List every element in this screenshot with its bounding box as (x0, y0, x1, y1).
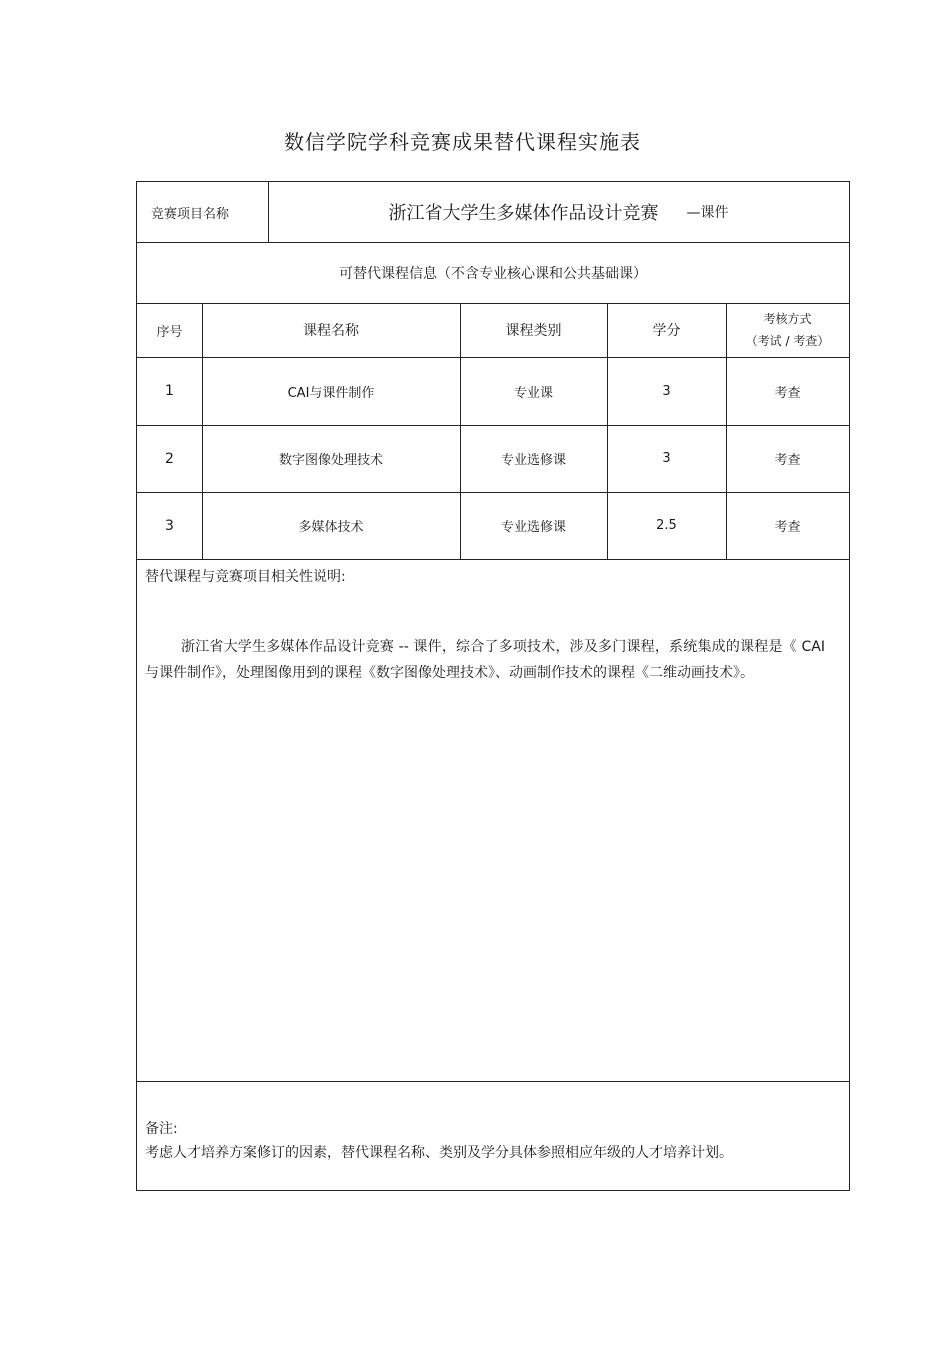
row-divider (137, 559, 849, 560)
row-course-category: 专业课 (513, 385, 553, 401)
notes-label: 备注: (145, 1121, 178, 1137)
replacement-section-title: 可替代课程信息（不含专业核心课和公共基础课） (339, 265, 647, 282)
row-course-name: 多媒体技术 (298, 520, 364, 535)
row-assessment: 考查 (774, 385, 801, 401)
row-assessment: 考查 (774, 453, 801, 468)
competition-name: 浙江省大学生多媒体作品设计竞赛 (388, 203, 659, 224)
header-credits: 学分 (652, 323, 681, 339)
competition-label: 竞赛项目名称 (151, 206, 230, 222)
row-divider (137, 1081, 849, 1082)
header-assessment-line2: （考试 / 考查） (745, 334, 830, 348)
row-course-category: 专业选修课 (500, 453, 566, 468)
header-course-category: 课程类别 (505, 323, 562, 339)
notes-text: 考虑人才培养方案修订的因素，替代课程名称、类别及学分具体参照相应年级的人才培养计划。 (145, 1145, 733, 1161)
row-credits: 2.5 (656, 518, 677, 533)
header-assessment (726, 303, 849, 357)
substitution-form-table (136, 181, 850, 1191)
row-course-name: 数字图像处理技术 (278, 453, 383, 468)
row-credits: 3 (662, 383, 671, 399)
row-course-category: 专业选修课 (500, 520, 566, 535)
relevance-body: 浙江省大学生多媒体作品设计竞赛 -- 课件，综合了多项技术，涉及多门课程，系统集成的课程是《 CAI 与课件制作》，处理图像用到的课程《数字图像处理技术》、动画制作技术的课程《二维动画技术》。 (145, 639, 825, 681)
row-course-name: CAI与课件制作 (287, 385, 375, 401)
document-title: 数信学院学科竞赛成果替代课程实施表 (284, 130, 641, 154)
relevance-heading: 替代课程与竞赛项目相关性说明: (145, 569, 346, 585)
row-index: 3 (165, 517, 174, 534)
row-assessment: 考查 (774, 520, 801, 535)
header-index: 序号 (156, 324, 183, 340)
row-index: 2 (165, 450, 174, 467)
header-course-name: 课程名称 (303, 323, 359, 339)
competition-suffix: —课件 (686, 205, 729, 221)
header-assessment-line1: 考核方式 (763, 312, 812, 326)
row-credits: 3 (662, 451, 671, 466)
competition-name-cell (268, 182, 849, 242)
row-index: 1 (165, 383, 174, 399)
